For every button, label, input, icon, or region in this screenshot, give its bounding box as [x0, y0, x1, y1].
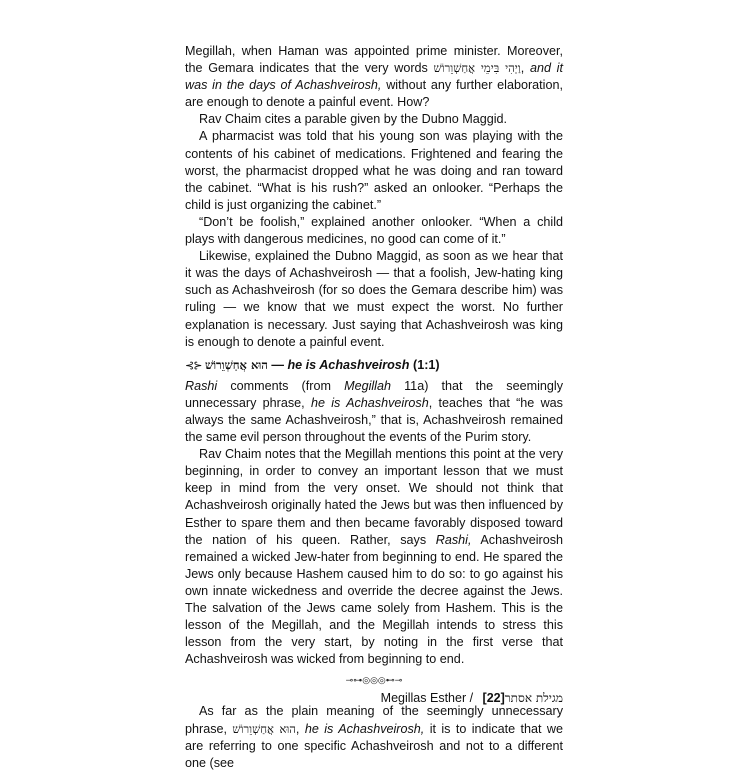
heading-hebrew: הוּא אֲחַשְׁוֵרוֹשׁ	[204, 357, 268, 372]
page-footer	[185, 691, 563, 706]
heading-english: he is Achashveirosh	[287, 357, 410, 372]
footer-title: Megillas Esther /	[380, 691, 477, 705]
heading-dash: —	[267, 357, 288, 372]
text-run: “Don’t be foolish,” explained another onlooker. “When a child plays with dangerous medicines, no good can come of it.”	[185, 214, 563, 247]
paragraph	[185, 703, 563, 771]
page-body	[185, 43, 563, 772]
text-run: , teaches that “he was always the same Achashveirosh,” that is, Achashveirosh remained the same evil person throughout the events of the Purim story.	[185, 395, 563, 445]
italic-text: Rashi,	[435, 532, 472, 547]
italic-text: and it was in the days of Achashveirosh,	[185, 61, 563, 93]
text-run: without any further elaboration, are enough to denote a painful event. How?	[185, 78, 563, 110]
paragraph	[185, 128, 563, 213]
text-run: As far as the plain meaning of the seemingly unnecessary phrase,	[185, 704, 563, 736]
paragraph	[185, 214, 563, 248]
italic-text: Rashi	[185, 378, 218, 393]
footer-hebrew-title: מגילת אסתר	[504, 691, 563, 705]
text-run: Rav Chaim cites a parable given by the Dubno Maggid.	[199, 112, 508, 127]
text-run: A pharmacist was told that his young son was playing with the contents of his cabinet of medications. Frightened and fearing the worst, the pharmacist dropped what he was doing and ran toward the cabinet. “What is his rush?” asked an onlooker. “Perhaps the child is just organizing the cabinet.”	[185, 129, 563, 212]
text-run: comments (from	[217, 378, 345, 393]
text-run: it is to indicate that we are referring to one specific Achashveirosh and not to a different one (see	[185, 721, 563, 770]
paragraph	[185, 378, 563, 446]
text-run: Megillah, when Haman was appointed prime minister. Moreover, the Gemara indicates that the very words	[185, 44, 563, 76]
section-divider: ⊸⊶◎◎◎⊷⊸	[345, 675, 403, 686]
page-number: [22]	[482, 691, 505, 705]
text-run: Rav Chaim notes that the Megillah mentions this point at the very beginning, in order to convey an important lesson that we must keep in mind from the very onset. We should not think that Achashveirosh originally hated the Jews but was then influenced by Esther to spare them and then became favorably disposed toward the nation of his queen. Rather, says	[185, 447, 563, 547]
paragraph	[185, 111, 563, 128]
middle-section	[185, 378, 563, 669]
text-run: ,	[520, 61, 530, 76]
italic-text: he is Achashveirosh,	[304, 721, 425, 736]
bottom-section	[185, 703, 563, 771]
heading-ref: (1:1)	[409, 357, 440, 372]
paragraph	[185, 43, 563, 111]
paragraph	[185, 446, 563, 668]
text-run: ,	[295, 721, 305, 736]
text-run: Likewise, explained the Dubno Maggid, as soon as we hear that it was the days of Achashveirosh — that a foolish, Jew-hating king such as Achashveirosh (for so does the Gemara describe him) was ruling — we know that we must expect the worst. No further explanation is necessary. Just saying that Achashveirosh was king is enough to denote a painful event.	[185, 249, 563, 349]
hebrew-phrase: וַיְהִי בִּימֵי אֲחַשְׁוֵרוֹשׁ	[433, 61, 521, 76]
italic-text: Megillah	[344, 378, 391, 393]
text-run: 11a) that the seemingly unnecessary phrase,	[185, 378, 563, 410]
heading-ornament-icon: ⊰⊱	[185, 359, 202, 372]
italic-text: he is Achashveirosh	[310, 395, 429, 410]
hebrew-phrase: הוּא אֲחַשְׁוֵרוֹשׁ	[232, 721, 296, 736]
top-section	[185, 43, 563, 351]
paragraph	[185, 248, 563, 351]
text-run: Achashveirosh remained a wicked Jew-hater from beginning to end. He spared the Jews only because Hashem caused him to do so: to go against his own innate wickedness and override the decree against the Jews. The salvation of the Jews came solely from Hashem. This is the lesson of the Megillah, and the Megillah intends to stress this lesson from the very start, by noting in the first verse that Achashveirosh was wicked from beginning to end.	[185, 532, 563, 667]
section-heading	[185, 357, 563, 375]
